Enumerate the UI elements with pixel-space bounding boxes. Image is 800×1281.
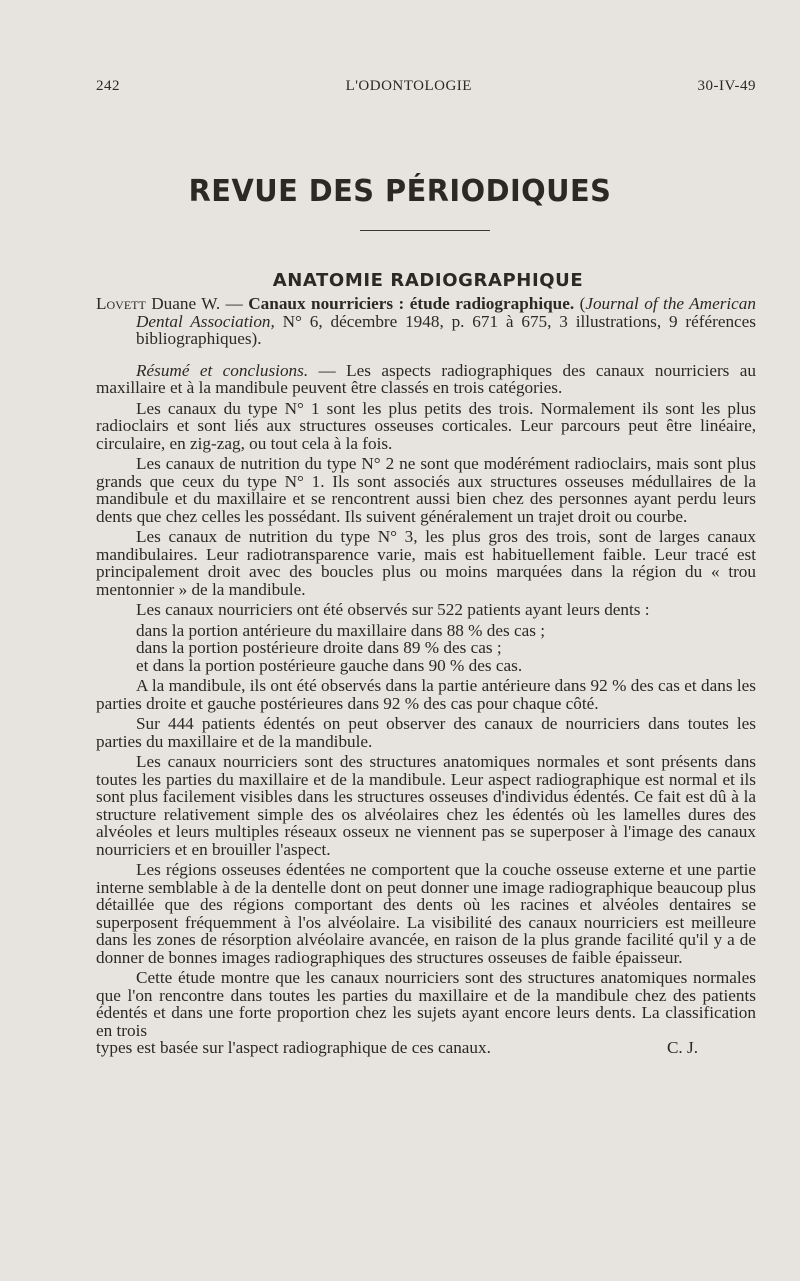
article-title: Canaux nourriciers : étude radiographique. — [248, 294, 575, 313]
reviewer-signature: C. J. — [666, 1038, 698, 1057]
paragraph: A la mandibule, ils ont été observés dans la partie antérieure dans 92 % des cas et dans les parties droite et gauche postérieures dans 92 % des cas pour chaque côté. — [96, 676, 756, 713]
paragraph: Les régions osseuses édentées ne comportent que la couche osseuse externe et une partie interne semblable à de la dentelle dont on peut donner une image radiographique beaucoup plus détaillée que des régions comportant des dents où les racines et alvéoles dentaires se superposent fréquemment à l'os alvéolaire. La visibilité des canaux nourriciers est meilleure dans les zones de résorption alvéolaire avancée, en raison de la plus grande facilité qu'il y a de donner de bonnes images radiographiques des structures osseuses de faible épaisseur. — [96, 860, 756, 967]
title-divider — [360, 230, 490, 231]
paragraph-summary — [96, 362, 756, 397]
citation-open-paren: ( — [574, 294, 586, 313]
section-heading: ANATOMIE RADIOGRAPHIQUE — [272, 270, 584, 291]
paragraph: Les canaux de nutrition du type N° 3, les plus gros des trois, sont de larges canaux mandibulaires. Leur radiotransparence varie, mais est habituellement faible. Leur tracé est principalement droit avec des boucles plus ou moins marquées dans la région du « trou mentonnier » de la mandibule. — [96, 527, 756, 599]
citation — [96, 295, 756, 348]
author-surname: Lovett — [96, 294, 146, 313]
paragraph: Les canaux de nutrition du type N° 2 ne sont que modérément radioclairs, mais sont plus grands que ceux du type N° 1. Ils sont associés aux structures osseuses médullaires de la mandibule et du maxillaire et se rencontrent aussi bien chez des personnes ayant perdu leurs dents que chez celles les possédant. Ils suivent généralement un trajet droit ou courbe. — [96, 454, 756, 526]
list-item: et dans la portion postérieure gauche dans 90 % des cas. — [136, 655, 523, 675]
author-given-name: Duane W. — — [145, 294, 249, 313]
closing-text: types est basée sur l'aspect radiographique de ces canaux. — [96, 1038, 491, 1057]
paragraph: Les canaux nourriciers sont des structures anatomiques normales et sont présents dans toutes les parties du maxillaire et de la mandibule. Leur aspect radiographique est normal et ils sont plus facilement visibles dans les structures osseuses d'individus édentés. Ce fait est dû à la structure relativement simple des os alvéolaires chez les édentés où les lamelles dures des alvéoles et leurs multiples réseaux osseux ne viennent pas se superposer à l'image des canaux nourriciers et en brouiller l'aspect. — [96, 752, 756, 859]
summary-label: Résumé et conclusions. — [136, 360, 309, 380]
page-number: 242 — [96, 78, 120, 94]
closing-line — [96, 1039, 756, 1057]
issue-date: 30-IV-49 — [697, 78, 756, 94]
source-journal: Journal of the American Dental Association, — [136, 294, 756, 331]
citation-details: N° 6, décembre 1948, p. 671 à 675, 3 illustrations, 9 références bibliographiques). — [136, 311, 756, 348]
running-head — [96, 78, 756, 95]
page-title: REVUE DES PÉRIODIQUES — [188, 174, 612, 209]
summary-text: — Les aspects radiographiques des canaux nourriciers au maxillaire et à la mandibule peuvent être classés en trois catégories. — [96, 360, 756, 397]
paragraph: Sur 444 patients édentés on peut observer des canaux de nourriciers dans toutes les parties du maxillaire et de la mandibule. — [96, 714, 756, 751]
paragraph: Cette étude montre que les canaux nourriciers sont des structures anatomiques normales que l'on rencontre dans toutes les parties du maxillaire et de la mandibule chez des patients édentés et dans une forte proportion chez les sujets ayant encore leurs dents. La classification en trois — [96, 968, 756, 1040]
list-item: dans la portion postérieure droite dans 89 % des cas ; — [136, 638, 502, 657]
paragraph: Les canaux du type N° 1 sont les plus petits des trois. Normalement ils sont les plus radioclairs et sont liés aux structures osseuses corticales. Leur parcours peut être linéaire, circulaire, en zig-zag, ou tout cela à la fois. — [96, 398, 756, 453]
list-item: dans la portion antérieure du maxillaire dans 88 % des cas ; — [136, 620, 546, 640]
article-body — [96, 295, 756, 1057]
paragraph: Les canaux nourriciers ont été observés sur 522 patients ayant leurs dents : — [136, 600, 650, 619]
journal-name: L'ODONTOLOGIE — [345, 78, 472, 94]
